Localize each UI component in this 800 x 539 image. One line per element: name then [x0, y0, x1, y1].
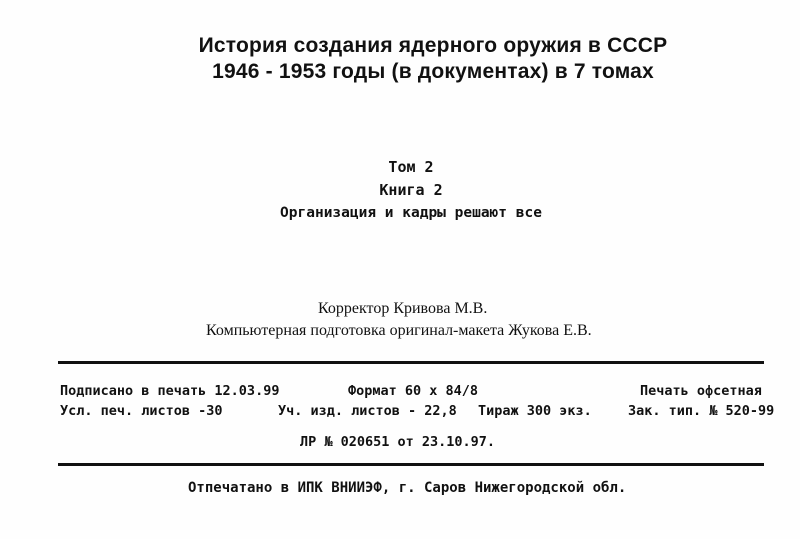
publishing-sheets: Уч. изд. листов - 22,8 [278, 403, 457, 419]
bottom-divider [58, 463, 764, 466]
layout-credit: Компьютерная подготовка оригинал-макета Жукова Е.В. [206, 322, 592, 339]
printed-at: Отпечатано в ИПК ВНИИЭФ, г. Саров Нижегородской обл. [188, 480, 627, 496]
license-number: ЛР № 020651 от 23.10.97. [300, 434, 496, 450]
corrector-credit: Корректор Кривова М.В. [318, 300, 488, 317]
paper-format: Формат 60 x 84/8 [348, 383, 479, 399]
top-divider [58, 361, 764, 364]
book-title-line-2: 1946 - 1953 годы (в документах) в 7 томах [212, 60, 654, 83]
print-type: Печать офсетная [640, 383, 762, 399]
conventional-sheets: Усл. печ. листов -30 [60, 403, 223, 419]
print-run: Тираж 300 экз. [478, 403, 592, 419]
book-number: Книга 2 [379, 181, 443, 199]
book-title-line-1: История создания ядерного оружия в СССР [198, 34, 668, 57]
order-number: Зак. тип. № 520-99 [628, 403, 775, 419]
book-subtitle: Организация и кадры решают все [280, 205, 542, 221]
signed-for-print: Подписано в печать 12.03.99 [60, 383, 280, 399]
volume-number: Том 2 [388, 158, 434, 176]
